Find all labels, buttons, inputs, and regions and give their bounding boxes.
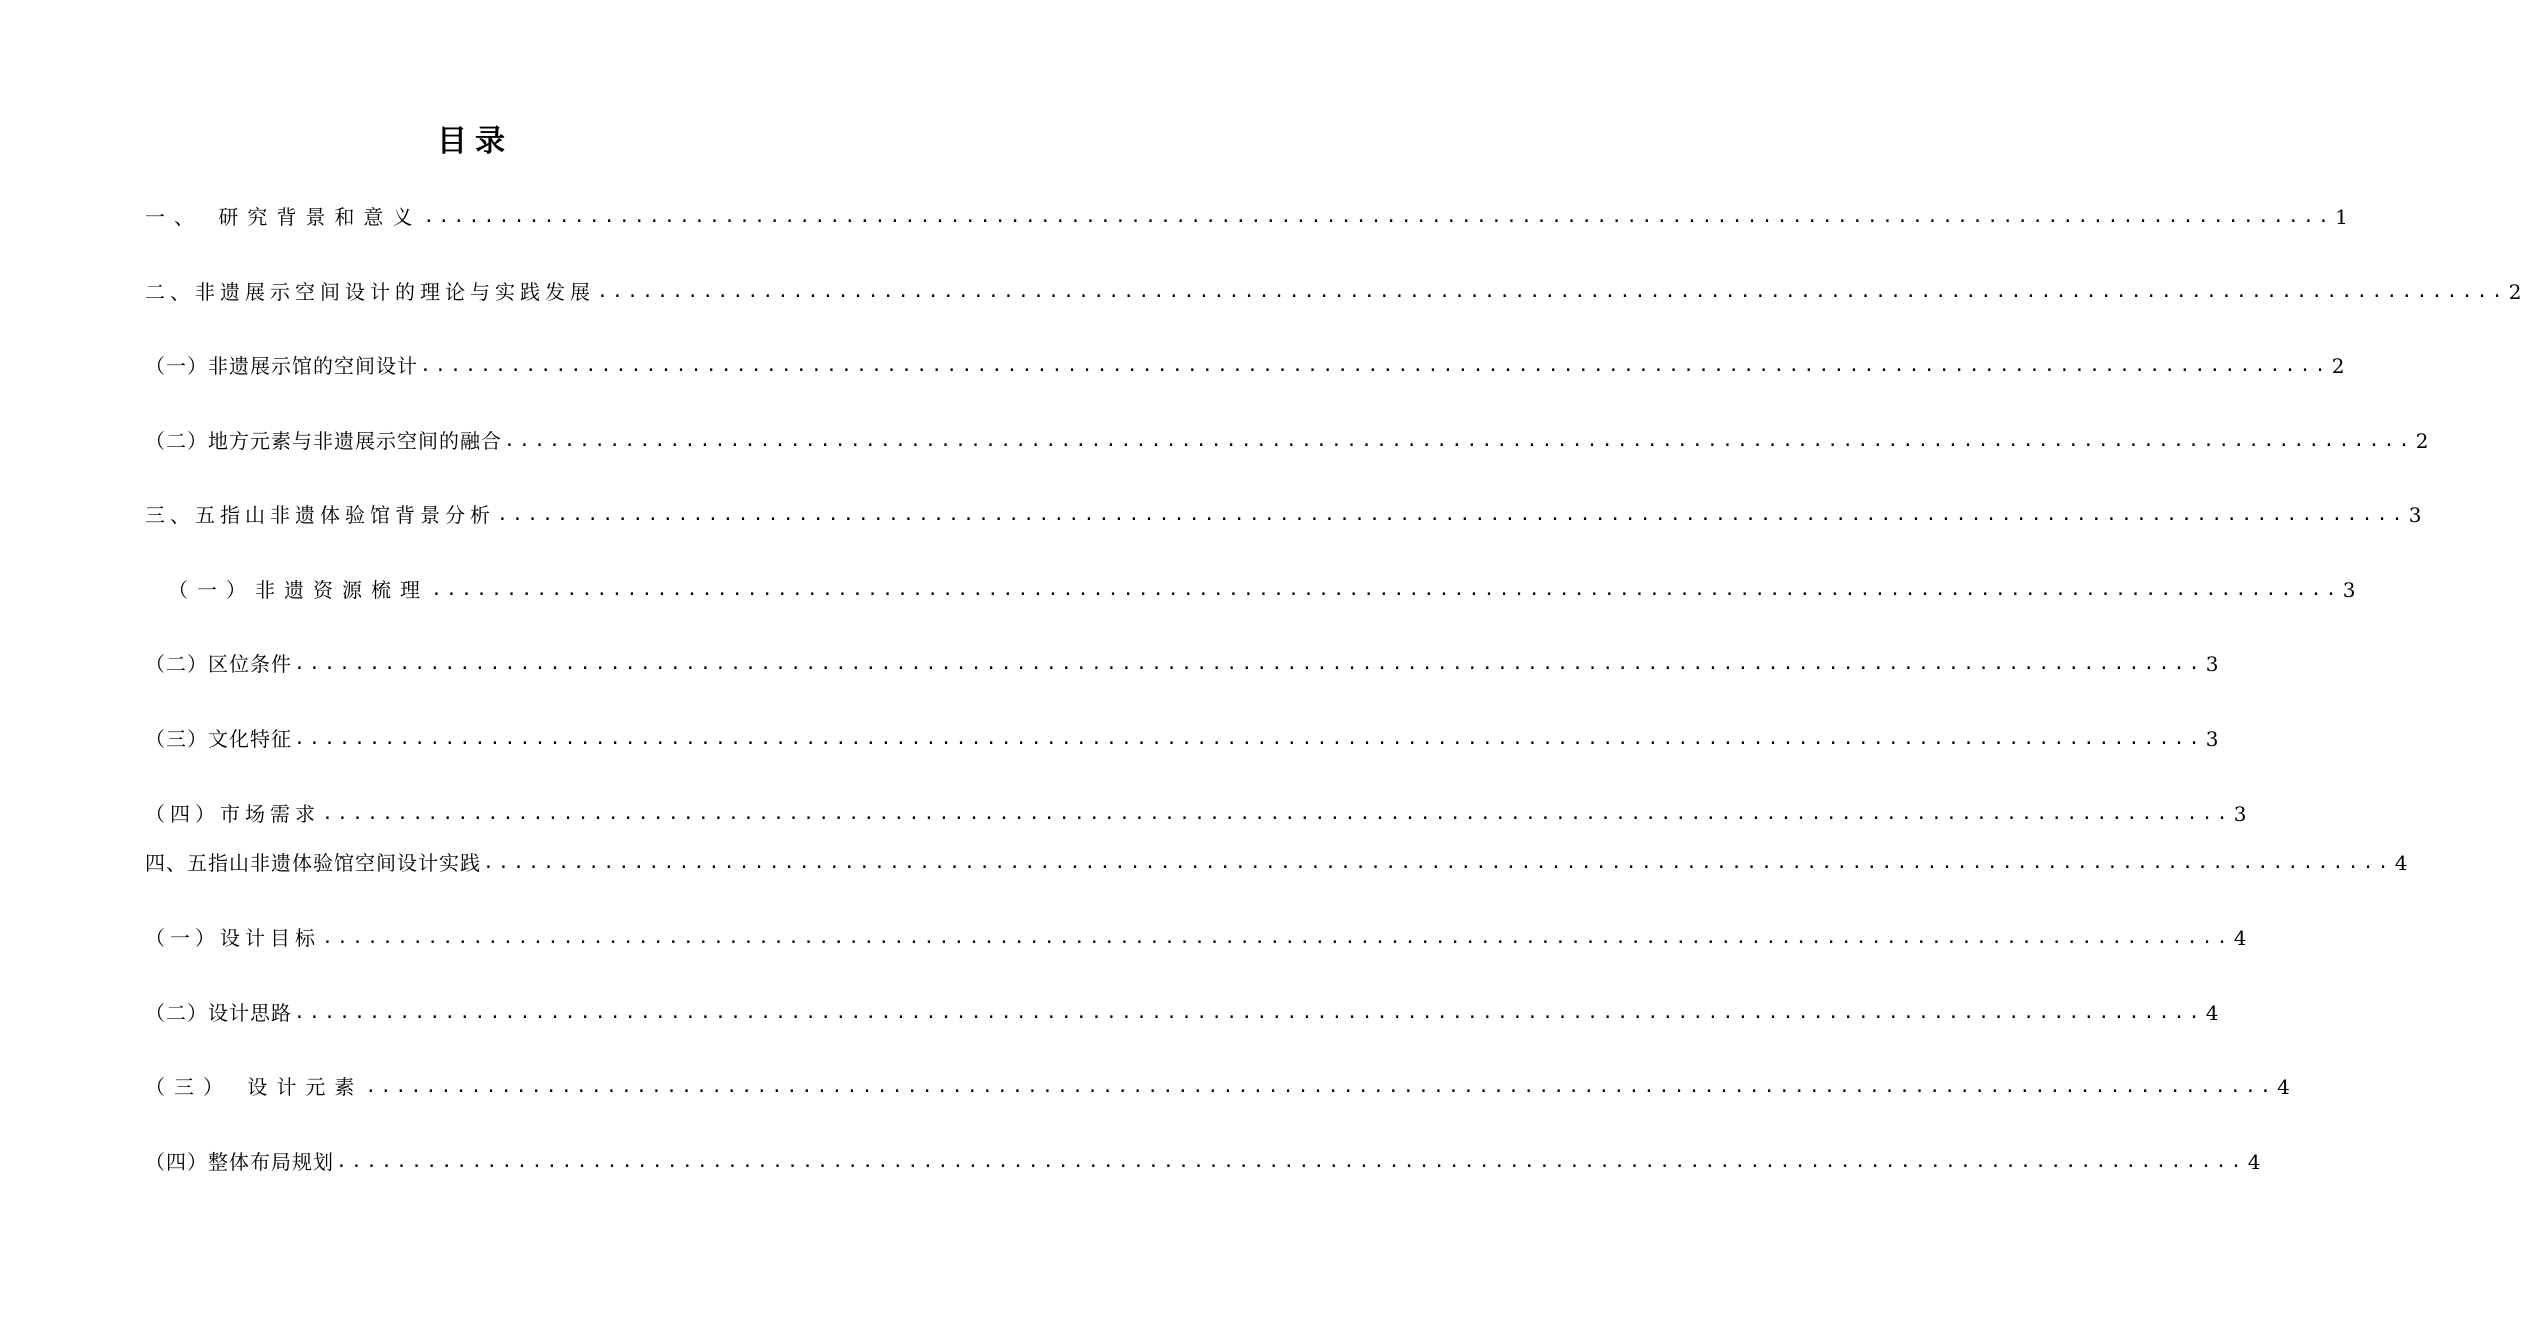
toc-entry[interactable] (145, 1072, 2290, 1102)
toc-page-number: 3 (2205, 652, 2219, 676)
toc-entry[interactable] (145, 923, 2247, 953)
toc-page-number: 4 (2247, 1150, 2261, 1174)
toc-entry-label: （四）整体布局规划 (145, 1150, 334, 1174)
toc-entry[interactable] (145, 848, 2408, 878)
toc-entry-label: （二）地方元素与非遗展示空间的融合 (145, 429, 502, 453)
toc-entry[interactable] (145, 202, 2348, 232)
toc-page-number: 4 (2277, 1075, 2290, 1099)
toc-entry[interactable] (145, 500, 2422, 530)
toc-dot-leader: ............................................................................................................................... (483, 852, 2393, 873)
toc-dot-leader: ............................................................................................................................... (597, 281, 2507, 302)
toc-entry-label: （三）文化特征 (145, 727, 292, 751)
toc-dot-leader: ............................................................................................................................... (497, 504, 2407, 525)
toc-page-number: 3 (2205, 727, 2219, 751)
toc-dot-leader: ............................................................................................................................... (431, 579, 2341, 600)
toc-page-number: 2 (2331, 354, 2345, 378)
toc-entry-label: （一）非遗资源梳理 (168, 578, 429, 602)
toc-dot-leader: ............................................................................................................................... (504, 430, 2414, 451)
toc-entry[interactable] (145, 426, 2429, 456)
toc-dot-leader: ............................................................................................................................... (294, 1002, 2204, 1023)
toc-entry-label: （一）设计目标 (145, 926, 320, 950)
toc-entry-label: （一）非遗展示馆的空间设计 (145, 354, 418, 378)
toc-entry-label: （四）市场需求 (145, 802, 320, 826)
toc-entry[interactable] (145, 724, 2219, 754)
toc-dot-leader: ............................................................................................................................... (322, 927, 2232, 948)
toc-entry[interactable] (145, 799, 2247, 829)
toc-entry[interactable] (145, 277, 2521, 307)
toc-entry-label: 二、非遗展示空间设计的理论与实践发展 (145, 280, 595, 304)
toc-entry[interactable] (145, 1147, 2261, 1177)
toc-entry-label: 三、五指山非遗体验馆背景分析 (145, 503, 495, 527)
toc-dot-leader: ............................................................................................................................... (322, 803, 2232, 824)
toc-entry-label: （二）区位条件 (145, 652, 292, 676)
toc-entry[interactable] (145, 649, 2219, 679)
toc-dot-leader: ............................................................................................................................... (336, 1151, 2246, 1172)
toc-page-number: 4 (2205, 1001, 2219, 1025)
toc-page-number: 1 (2335, 205, 2348, 229)
toc-entry-label: （三） 设计元素 (145, 1075, 364, 1099)
toc-dot-leader: ............................................................................................................................... (294, 653, 2204, 674)
toc-entry-label: 四、五指山非遗体验馆空间设计实践 (145, 851, 481, 875)
toc-entry[interactable] (168, 575, 2356, 605)
toc-dot-leader: ............................................................................................................................... (423, 206, 2334, 227)
toc-dot-leader: ............................................................................................................................... (365, 1076, 2276, 1097)
toc-page-number: 3 (2342, 578, 2356, 602)
toc-page-number: 4 (2394, 851, 2408, 875)
toc-page-number: 2 (2508, 280, 2521, 304)
page-title: 目录 (437, 124, 513, 159)
toc-page-number: 4 (2233, 926, 2247, 950)
toc-entry[interactable] (145, 998, 2219, 1028)
toc-dot-leader: ............................................................................................................................... (420, 355, 2330, 376)
toc-entry[interactable] (145, 351, 2345, 381)
toc-entry-label: （二）设计思路 (145, 1001, 292, 1025)
toc-dot-leader: ............................................................................................................................... (294, 728, 2204, 749)
toc-page-number: 3 (2233, 802, 2247, 826)
toc-page-number: 3 (2408, 503, 2422, 527)
toc-entry-label: 一、 研究背景和意义 (145, 205, 422, 229)
toc-page-number: 2 (2415, 429, 2429, 453)
